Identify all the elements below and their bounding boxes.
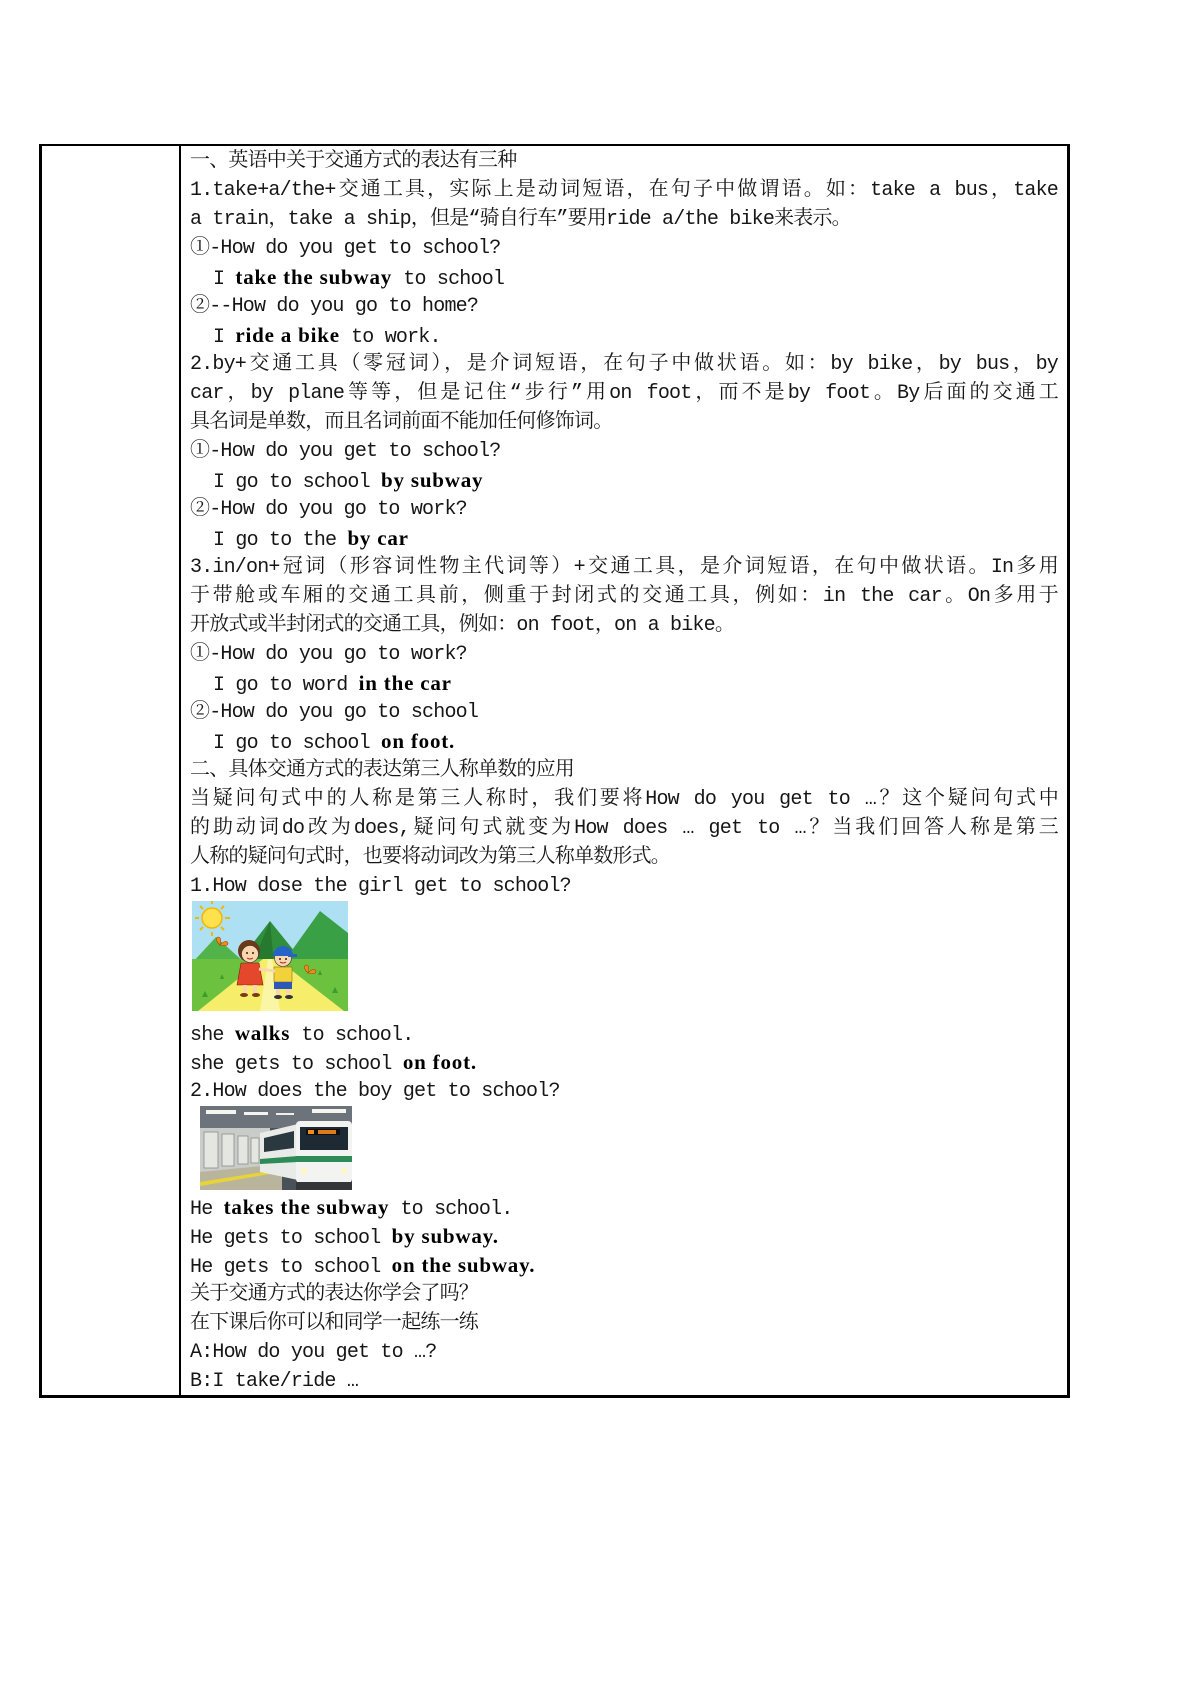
rule-text-line: 具名词是单数，而且名词前面不能加任何修饰词。 [190,411,613,434]
answer-text: I [213,268,236,291]
rule-text-line: 开放式或半封闭式的交通工具，例如：on foot，on a bike。 [190,614,735,637]
example-answer [190,727,1058,756]
rule-text-line: 2.by+交通工具（零冠词），是介词短语，在句子中做状语。如：by bike，by bus，by [190,353,1058,376]
answer-text: I go to word [213,674,359,697]
answer-text: to work. [339,326,441,349]
example-answer [190,669,1058,698]
key-phrase: by subway. [391,1224,499,1248]
paragraph-line: 当疑问句式中的人称是第三人称时，我们要将How do you get to …？这个疑问句式中 [190,788,1058,811]
rule-text-line: car，by plane等等，但是记住“步行”用on foot，而不是by foot。By后面的交通工 [190,382,1058,405]
example-answer [190,1193,1058,1222]
key-phrase: by car [347,526,409,550]
example-question: ②-How do you go to school [190,701,479,724]
paragraph-line: 的助动词do改为does,疑问句式就变为How does … get to …？当我们回答人称是第三 [190,817,1058,840]
section-heading: 一、英语中关于交通方式的表达有三种 [190,150,517,173]
rule-text-line: 1.take+a/the+交通工具，实际上是动词短语，在句子中做谓语。如：take a bus，take [190,179,1058,202]
answer-text: I go to school [213,471,382,494]
section-heading: 二、具体交通方式的表达第三人称单数的应用 [190,759,574,782]
rule-text-line: a train，take a ship，但是“骑自行车”要用ride a/the bike来表示。 [190,208,851,231]
rule-text-line: 于带舱或车厢的交通工具前，侧重于封闭式的交通工具，例如：in the car。On多用于 [190,585,1058,608]
answer-text: He [190,1198,224,1221]
example-question: ①-How do you go to work? [190,643,467,666]
example-answer [190,466,1058,495]
key-phrase: by subway [381,468,484,492]
subway-photo-block [190,1106,1058,1193]
example-question: ②-How do you go to work? [190,498,467,521]
answer-text: He gets to school [190,1227,392,1250]
content-cell [181,146,1067,1395]
answer-text: she gets to school [190,1053,403,1076]
subway-train-photo [200,1106,352,1190]
key-phrase: takes the subway [223,1195,390,1219]
key-phrase: in the car [358,671,452,695]
key-phrase: ride a bike [235,323,340,347]
closing-line: 关于交通方式的表达你学会了吗？ [190,1283,478,1306]
lesson-table [39,144,1070,1398]
example-answer [190,263,1058,292]
closing-line: 在下课后你可以和同学一起练一练 [190,1312,478,1335]
example-answer [190,1222,1058,1251]
example-question: 1.How dose the girl get to school? [190,875,571,898]
answer-text: I go to school [213,732,382,755]
example-question: ②--How do you go to home? [190,295,479,318]
answer-text: to school [392,268,505,291]
key-phrase: take the subway [235,265,393,289]
example-answer [190,1048,1058,1077]
key-phrase: walks [234,1021,291,1045]
walking-to-school-illustration [192,901,348,1011]
answer-text: to school. [389,1198,513,1221]
left-column-cell [42,146,181,1395]
walking-illustration-block [190,901,1058,1019]
example-question: ①-How do you get to school? [190,237,501,260]
example-answer [190,321,1058,350]
key-phrase: on foot. [381,729,456,753]
answer-text: to school. [290,1024,414,1047]
answer-text: He gets to school [190,1256,392,1279]
rule-text-line: 3.in/on+冠词（形容词性物主代词等）+交通工具，是介词短语，在句中做状语。In多用 [190,556,1058,579]
answer-text: she [190,1024,235,1047]
example-question: ①-How do you get to school? [190,440,501,463]
example-answer [190,1251,1058,1280]
key-phrase: on the subway. [391,1253,536,1277]
paragraph-line: 人称的疑问句式时，也要将动词改为第三人称单数形式。 [190,846,670,869]
example-answer [190,524,1058,553]
answer-text: I go to the [213,529,348,552]
example-answer [190,1019,1058,1048]
dialogue-line: A:How do you get to …? [190,1341,437,1364]
dialogue-line: B:I take/ride … [190,1370,359,1393]
example-question: 2.How does the boy get to school? [190,1080,560,1103]
answer-text: I [213,326,236,349]
key-phrase: on foot. [402,1050,477,1074]
